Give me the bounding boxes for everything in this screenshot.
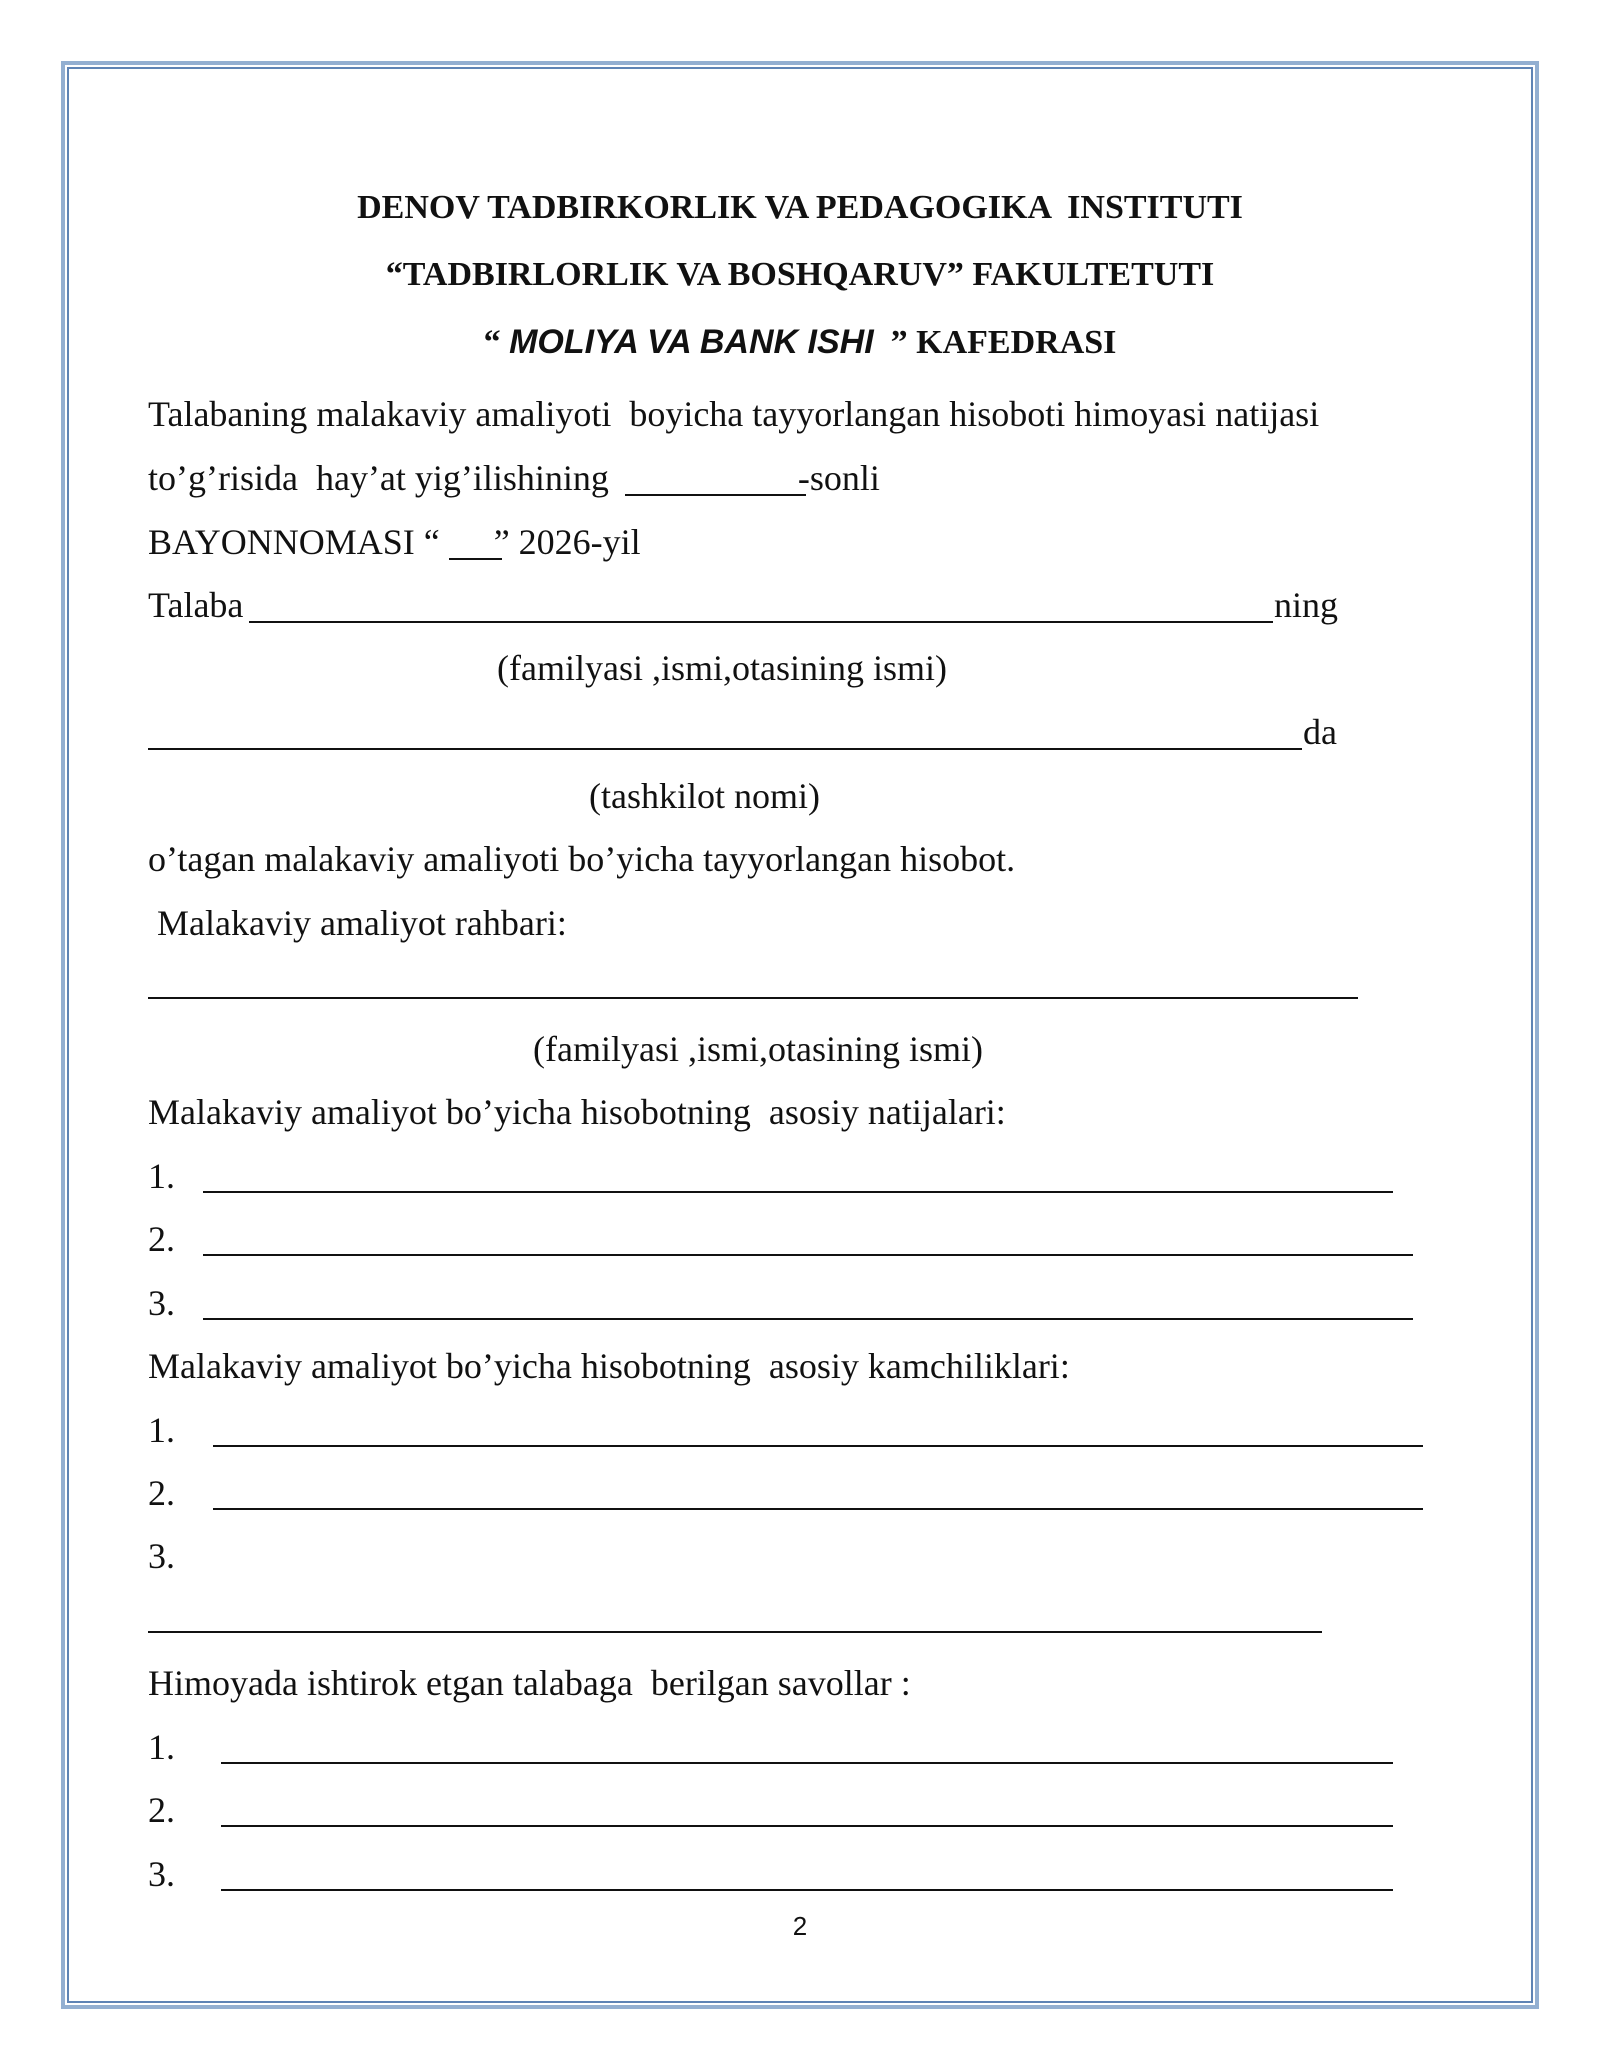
questions-item-line: [221, 1762, 1393, 1764]
questions-item-line: [221, 1889, 1393, 1891]
faculty-title: “TADBIRLORLIK VA BOSHQARUV” FAKULTETUTI: [385, 256, 1215, 293]
shortcomings-item-line: [213, 1445, 1423, 1447]
questions-item-number: 2.: [148, 1790, 175, 1830]
questions-item-number: 1.: [148, 1727, 175, 1767]
organization-suffix: da: [1303, 712, 1337, 752]
intro-line-2-prefix: to’g’risida hay’at yig’ilishining: [148, 458, 618, 498]
intro-line-3: [148, 524, 641, 560]
questions-item-number: 3.: [148, 1854, 175, 1894]
protocol-date-underline: [449, 558, 502, 560]
supervisor-underline: [148, 997, 1358, 999]
student-name-underline: [249, 621, 1273, 623]
report-line: o’tagan malakaviy amaliyoti bo’yicha tayyorlangan hisobot.: [148, 839, 1016, 879]
results-item-number: 2.: [148, 1219, 175, 1259]
student-name-caption: (familyasi ,ismi,otasining ismi): [497, 648, 947, 688]
results-title: Malakaviy amaliyot bo’yicha hisobotning asosiy natijalari:: [148, 1092, 1006, 1132]
student-label: Talaba: [148, 585, 244, 625]
intro-line-3-suffix: ” 2026-yil: [493, 522, 641, 562]
shortcomings-title: Malakaviy amaliyot bo’yicha hisobotning asosiy kamchiliklari:: [148, 1346, 1070, 1386]
shortcomings-item-line: [213, 1508, 1423, 1510]
results-item-number: 1.: [148, 1156, 175, 1196]
results-item-line: [203, 1191, 1393, 1193]
department-suffix: ” KAFEDRASI: [873, 324, 1117, 361]
shortcomings-item-line: [148, 1631, 1322, 1633]
intro-line-2: [148, 460, 880, 496]
intro-line-3-prefix: BAYONNOMASI “: [148, 522, 440, 562]
student-suffix: ning: [1274, 585, 1339, 625]
shortcomings-item-number: 1.: [148, 1410, 175, 1450]
questions-item-line: [221, 1825, 1393, 1827]
department-title: [0, 325, 1600, 360]
results-item-line: [203, 1318, 1413, 1320]
results-item-number: 3.: [148, 1283, 175, 1323]
questions-title: Himoyada ishtirok etgan talabaga berilgan savollar :: [148, 1663, 911, 1703]
shortcomings-item-number: 2.: [148, 1473, 175, 1513]
intro-line-2-suffix: -sonli: [797, 458, 880, 498]
institute-title: DENOV TADBIRKORLIK VA PEDAGOGIKA INSTITUTI: [357, 189, 1243, 226]
results-item-line: [203, 1254, 1413, 1256]
protocol-number-underline: [625, 494, 806, 496]
department-name: MOLIYA VA BANK ISHI: [509, 323, 874, 361]
department-open-quote: “: [483, 324, 510, 361]
organization-caption: (tashkilot nomi): [589, 776, 820, 816]
supervisor-label: Malakaviy amaliyot rahbari:: [148, 903, 567, 943]
organization-underline: [148, 748, 1302, 750]
supervisor-caption: (familyasi ,ismi,otasining ismi): [533, 1029, 983, 1069]
shortcomings-item-number: 3.: [148, 1536, 175, 1576]
page-number: 2: [792, 1911, 808, 1941]
intro-line-1: Talabaning malakaviy amaliyoti boyicha tayyorlangan hisoboti himoyasi natijasi: [148, 394, 1320, 434]
